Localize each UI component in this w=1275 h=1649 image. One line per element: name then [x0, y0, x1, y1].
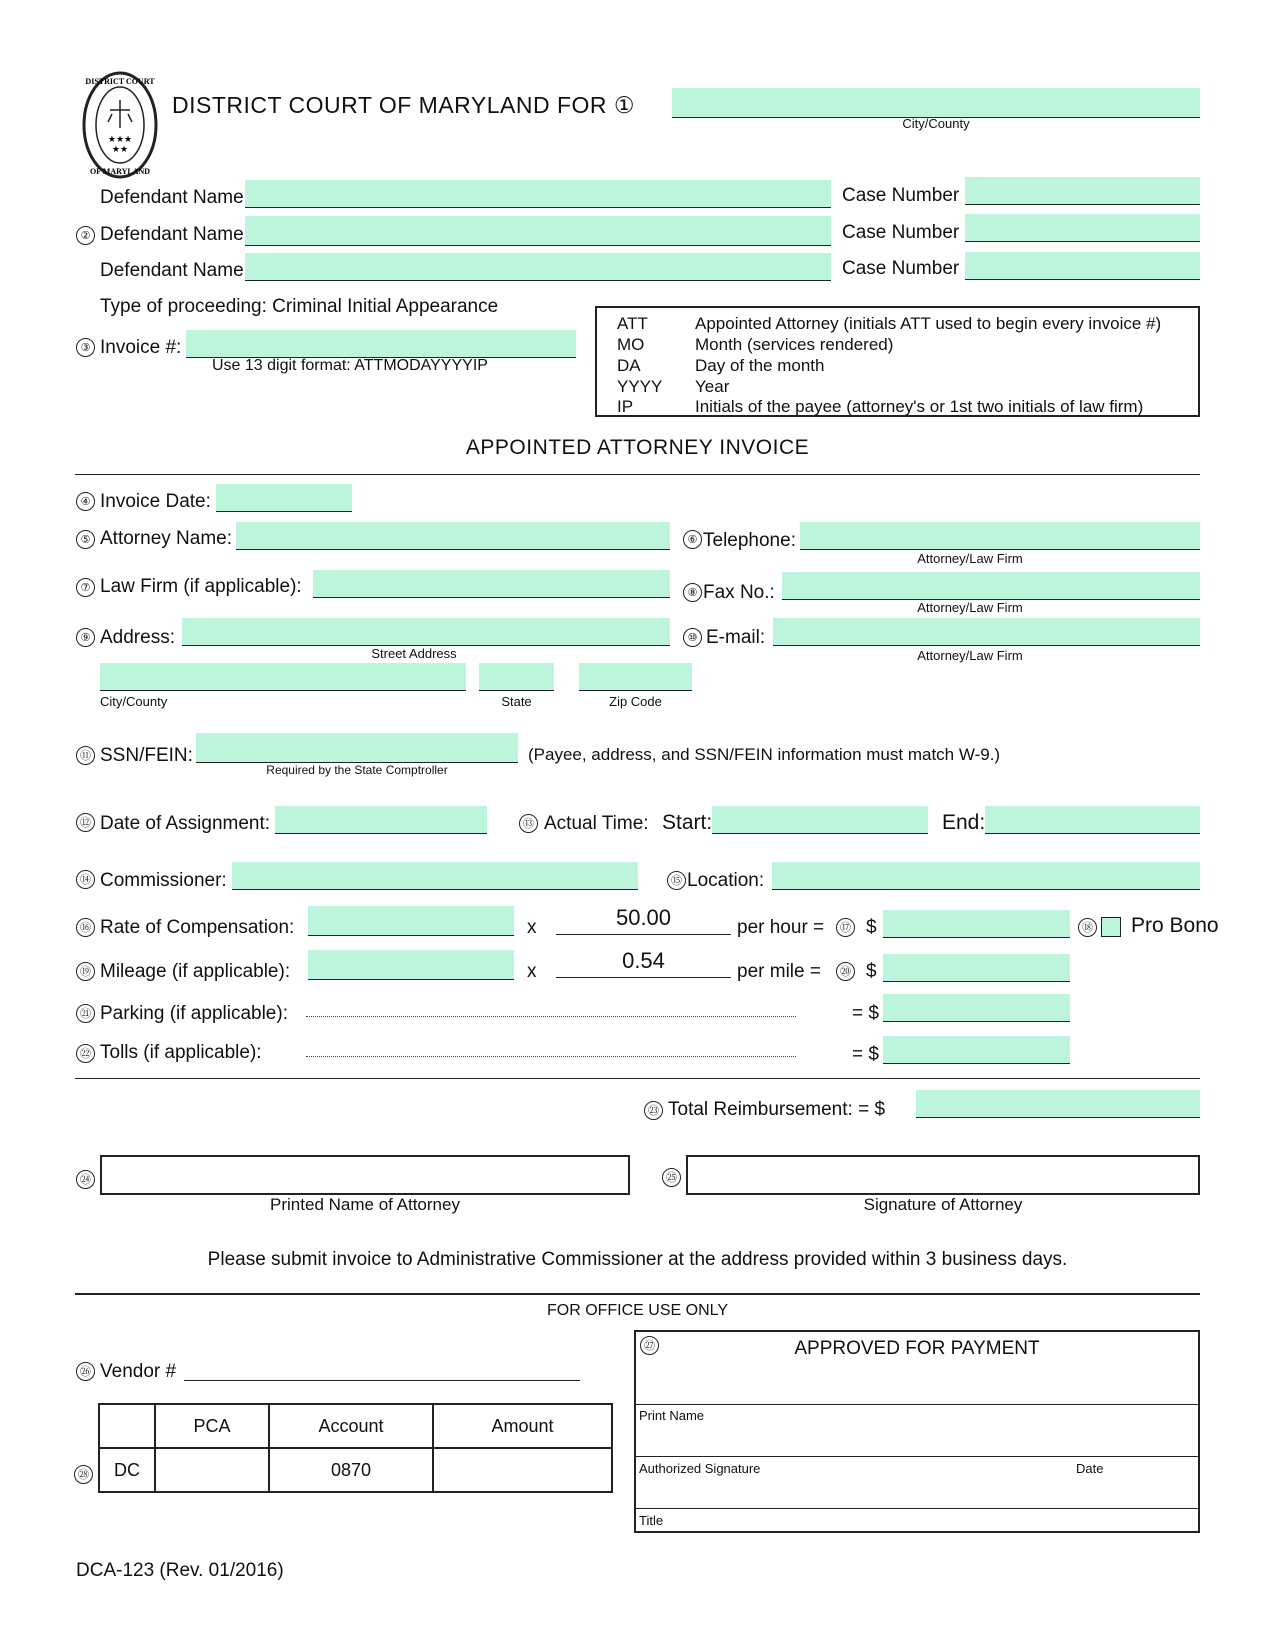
tolls-leader	[306, 1056, 796, 1057]
table-header-cell: PCA	[155, 1404, 269, 1448]
commissioner-label: Commissioner:	[100, 870, 227, 891]
date-assignment-field[interactable]	[275, 806, 487, 834]
mileage-label: Mileage (if applicable):	[100, 961, 291, 982]
law-firm-label: Law Firm (if applicable):	[100, 576, 302, 597]
form-footer: DCA-123 (Rev. 01/2016)	[76, 1560, 284, 1581]
num-8: ⑧	[683, 583, 702, 602]
num-25: ㉕	[662, 1168, 681, 1187]
submit-note: Please submit invoice to Administrative Commissioner at the address provided within 3 business days.	[207, 1249, 1068, 1270]
city-county-address-caption: City/County	[100, 694, 168, 709]
approved-divider	[636, 1404, 1198, 1405]
authorized-signature-label: Authorized Signature	[639, 1461, 761, 1476]
ssn-field[interactable]	[196, 733, 518, 763]
email-field[interactable]	[773, 618, 1200, 646]
mileage-multiply: x	[527, 961, 537, 982]
parking-leader	[306, 1016, 796, 1017]
end-time-field[interactable]	[985, 806, 1200, 834]
approved-title: APPROVED FOR PAYMENT	[794, 1338, 1040, 1359]
num-15: ⑮	[667, 871, 686, 890]
num-28: ㉘	[74, 1465, 93, 1484]
num-24: ㉔	[76, 1170, 95, 1189]
table-header-row	[99, 1404, 612, 1448]
mileage-field[interactable]	[308, 950, 514, 980]
attorney-name-label: Attorney Name:	[100, 528, 232, 549]
approved-divider	[636, 1456, 1198, 1457]
num-11: ⑪	[76, 746, 95, 765]
city-county-address-field[interactable]	[100, 663, 466, 691]
fax-field[interactable]	[782, 572, 1200, 600]
account-table	[98, 1403, 613, 1493]
zip-code-field[interactable]	[579, 663, 692, 691]
invoice-format-legend: ATT Appointed Attorney (initials ATT used to begin every invoice #) MO Month (services rendered) DA Day of the month YYYY Year IP Initials of the payee (attorney's or 1st two initials of law firm)	[595, 306, 1200, 417]
case-number-field-1[interactable]	[965, 177, 1200, 205]
pro-bono-checkbox[interactable]	[1101, 917, 1121, 937]
rate-label: Rate of Compensation:	[100, 917, 295, 938]
street-address-field[interactable]	[182, 618, 670, 646]
invoice-date-field[interactable]	[216, 484, 352, 512]
approved-divider	[636, 1508, 1198, 1509]
city-county-caption: City/County	[902, 116, 970, 131]
num-9: ⑨	[76, 628, 95, 647]
invoice-format-hint: Use 13 digit format: ATTMODAYYYYIP	[212, 357, 488, 374]
telephone-label: Telephone:	[703, 530, 796, 551]
parking-field[interactable]	[883, 994, 1070, 1022]
defendant-name-field-3[interactable]	[245, 253, 831, 281]
zip-code-caption: Zip Code	[609, 694, 662, 709]
ssn-label: SSN/FEIN:	[100, 745, 193, 766]
defendant-name-label-3: Defendant Name	[100, 260, 244, 281]
num-19: ⑲	[76, 962, 95, 981]
num-14: ⑭	[76, 870, 95, 889]
table-header-cell: Amount	[433, 1404, 612, 1448]
rate-dollar: $	[866, 917, 877, 938]
num-27: ㉗	[640, 1336, 659, 1355]
page-title: DISTRICT COURT OF MARYLAND FOR ①	[172, 92, 636, 118]
tolls-label: Tolls (if applicable):	[100, 1042, 262, 1063]
table-cell[interactable]	[155, 1448, 269, 1492]
num-5: ⑤	[76, 530, 95, 549]
title-label: Title	[639, 1513, 664, 1528]
mileage-value: 0.54	[622, 948, 665, 973]
telephone-field[interactable]	[800, 522, 1200, 550]
svg-text:★★★: ★★★	[107, 134, 133, 144]
city-county-field[interactable]	[672, 88, 1200, 118]
defendant-name-field-1[interactable]	[245, 180, 831, 208]
attorney-name-field[interactable]	[236, 522, 670, 550]
email-label: E-mail:	[706, 627, 766, 648]
start-time-label: Start:	[662, 811, 713, 834]
tolls-field[interactable]	[883, 1036, 1070, 1064]
num-13: ⑬	[519, 814, 538, 833]
svg-text:★★: ★★	[111, 144, 129, 154]
num-18: ⑱	[1078, 918, 1097, 937]
court-seal-logo	[82, 70, 158, 180]
signature-box[interactable]	[686, 1155, 1200, 1195]
printed-name-box[interactable]	[100, 1155, 630, 1195]
invoice-date-label: Invoice Date:	[100, 491, 211, 512]
printed-name-caption: Printed Name of Attorney	[270, 1195, 460, 1214]
totals-divider	[75, 1078, 1200, 1079]
tolls-equals: = $	[852, 1044, 879, 1065]
num-7: ⑦	[76, 578, 95, 597]
address-label: Address:	[100, 627, 175, 648]
total-reimbursement-field[interactable]	[916, 1090, 1200, 1118]
state-field[interactable]	[479, 663, 554, 691]
invoice-number-label: Invoice #:	[100, 337, 182, 358]
num-3: ③	[76, 338, 95, 357]
street-address-caption: Street Address	[371, 646, 457, 661]
total-label: Total Reimbursement: = $	[668, 1099, 886, 1120]
num-2: ②	[76, 226, 95, 245]
svg-text:OF MARYLAND: OF MARYLAND	[89, 167, 151, 176]
num-22: ㉒	[76, 1044, 95, 1063]
num-21: ㉑	[76, 1004, 95, 1023]
signature-caption: Signature of Attorney	[863, 1195, 1023, 1214]
approved-for-payment-box	[634, 1330, 1200, 1533]
table-cell: 0870	[269, 1448, 433, 1492]
parking-equals: = $	[852, 1003, 879, 1024]
office-use-title: FOR OFFICE USE ONLY	[546, 1302, 729, 1319]
case-number-label-3: Case Number	[842, 258, 960, 279]
case-number-label-2: Case Number	[842, 222, 960, 243]
defendant-name-field-2[interactable]	[245, 216, 831, 246]
num-12: ⑫	[76, 813, 95, 832]
defendant-name-label-2: Defendant Name	[100, 224, 244, 245]
end-time-label: End:	[942, 811, 986, 834]
defendant-name-label-1: Defendant Name	[100, 187, 244, 208]
office-divider	[75, 1293, 1200, 1295]
print-name-label: Print Name	[639, 1408, 705, 1423]
table-header-cell: Account	[269, 1404, 433, 1448]
table-header-cell	[99, 1404, 155, 1448]
rate-value-underline	[556, 934, 731, 935]
num-6: ⑥	[683, 530, 702, 549]
num-4: ④	[76, 492, 95, 511]
start-time-field[interactable]	[712, 806, 928, 834]
table-cell[interactable]	[433, 1448, 612, 1492]
case-number-field-2[interactable]	[965, 214, 1200, 242]
fax-label: Fax No.:	[703, 582, 775, 603]
date-assignment-label: Date of Assignment:	[100, 813, 271, 834]
telephone-caption: Attorney/Law Firm	[917, 551, 1023, 566]
mileage-per-mile: per mile =	[737, 961, 821, 982]
table-row	[99, 1448, 612, 1492]
mileage-dollar: $	[866, 961, 877, 982]
rate-value: 50.00	[615, 905, 672, 930]
parking-label: Parking (if applicable):	[100, 1003, 288, 1024]
proceeding-type: Type of proceeding: Criminal Initial Appearance	[100, 296, 499, 317]
actual-time-label: Actual Time:	[544, 813, 649, 834]
vendor-line[interactable]	[184, 1380, 580, 1381]
location-label: Location:	[687, 870, 765, 891]
rate-total-field[interactable]	[883, 910, 1070, 938]
table-cell: DC	[99, 1448, 155, 1492]
case-number-label-1: Case Number	[842, 185, 960, 206]
rate-per-hour: per hour =	[737, 917, 825, 938]
ssn-note: (Payee, address, and SSN/FEIN information must match W-9.)	[528, 745, 1001, 764]
section-title: APPOINTED ATTORNEY INVOICE	[465, 436, 810, 459]
section-divider	[75, 474, 1200, 475]
location-field[interactable]	[772, 862, 1200, 890]
commissioner-field[interactable]	[232, 862, 638, 890]
rate-hours-field[interactable]	[308, 906, 514, 936]
invoice-number-field[interactable]	[186, 330, 576, 358]
num-10: ⑩	[683, 628, 702, 647]
vendor-label: Vendor #	[100, 1361, 177, 1382]
num-20: ⑳	[836, 962, 855, 981]
ssn-caption: Required by the State Comptroller	[266, 763, 448, 777]
pro-bono-label: Pro Bono	[1131, 914, 1219, 937]
state-caption: State	[501, 694, 532, 709]
law-firm-field[interactable]	[313, 570, 670, 598]
num-23: ㉓	[644, 1101, 663, 1120]
case-number-field-3[interactable]	[965, 252, 1200, 280]
date-label: Date	[1076, 1461, 1104, 1476]
fax-caption: Attorney/Law Firm	[917, 600, 1023, 615]
num-17: ⑰	[836, 918, 855, 937]
svg-text:DISTRICT COURT: DISTRICT COURT	[85, 77, 155, 86]
num-16: ⑯	[76, 918, 95, 937]
num-26: ㉖	[76, 1362, 95, 1381]
rate-multiply: x	[527, 917, 537, 938]
email-caption: Attorney/Law Firm	[917, 648, 1023, 663]
mileage-total-field[interactable]	[883, 954, 1070, 982]
mileage-value-underline	[556, 977, 731, 978]
